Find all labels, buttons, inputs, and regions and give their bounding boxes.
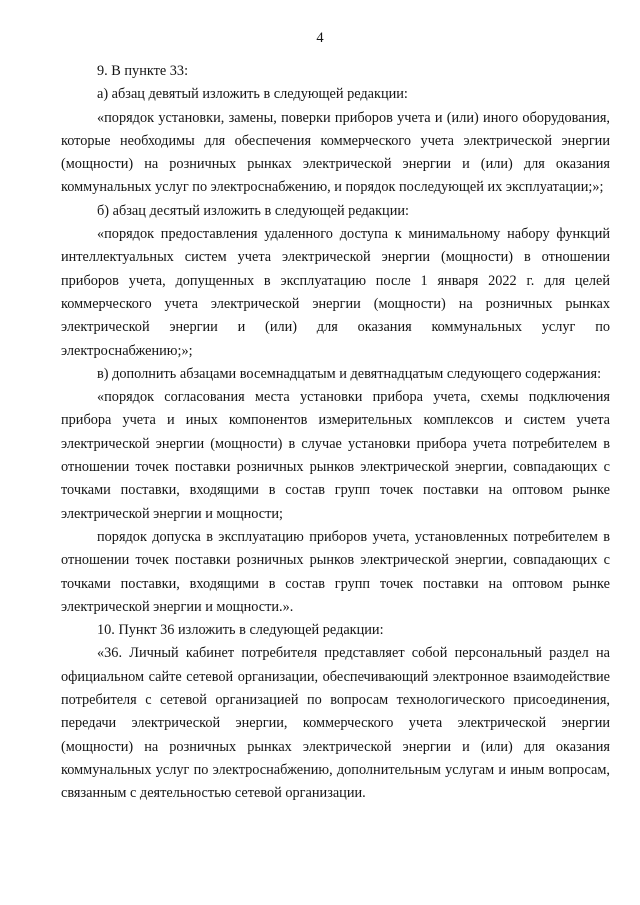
paragraph-subitem-b-intro: б) абзац десятый изложить в следующей редакции: xyxy=(97,202,409,219)
paragraph-item-10-heading: 10. Пункт 36 изложить в следующей редакции: xyxy=(97,622,384,639)
page-number: 4 xyxy=(316,30,324,46)
paragraph-subitem-b-text: «порядок предоставления удаленного доступа к минимальному набору функций интеллектуальных систем учета электрической энергии (мощности) в отношении приборов учета, допущенных в эксплуатацию после 1 января 2022 г. для целей коммерческого учета электрической энергии (мощности) на розничных рынках электрической энергии и (или) для оказания коммунальных услуг по электроснабжению;»; xyxy=(61,226,610,359)
paragraph-item-10-text: «36. Личный кабинет потребителя представляет собой персональный раздел на официальном сайте сетевой организации, обеспечивающий электронное взаимодействие потребителя с сетевой организацией по вопросам технологического присоединения, передачи электрической энергии, коммерческого учета электрической энергии (мощности) на розничных рынках электрической энергии и (или) для оказания коммунальных услуг по электроснабжению, дополнительным услугам и иным вопросам, связанным с деятельностью сетевой организации. xyxy=(61,645,610,802)
paragraph-subitem-a-intro: а) абзац девятый изложить в следующей редакции: xyxy=(97,86,408,103)
paragraph-subitem-v-text-1: «порядок согласования места установки прибора учета, схемы подключения прибора учета и иных компонентов измерительных комплексов и систем учета электрической энергии (мощности) в случае установки прибора учета потребителем в отношении точек поставки розничных рынков электрической энергии, совпадающих с точками поставки, входящими в состав групп точек поставки на оптовом рынке электрической энергии и мощности; xyxy=(61,389,610,522)
paragraph-subitem-v-intro: в) дополнить абзацами восемнадцатым и девятнадцатым следующего содержания: xyxy=(97,365,602,382)
paragraph-subitem-v-text-2: порядок допуска в эксплуатацию приборов учета, установленных потребителем в отношении точек поставки розничных рынков электрической энергии, совпадающих с точками поставки, входящими в состав групп точек поставки на оптовом рынке электрической энергии и мощности.». xyxy=(61,528,610,615)
paragraph-item-9-heading: 9. В пункте 33: xyxy=(97,63,189,79)
paragraph-subitem-a-text: «порядок установки, замены, поверки приборов учета и (или) иного оборудования, которые необходимы для обеспечения коммерческого учета электрической энергии (мощности) на розничных рынках электрической энергии и (или) для оказания коммунальных услуг по электроснабжению, и порядок последующей их эксплуатации;»; xyxy=(61,109,610,196)
document-body xyxy=(61,60,610,806)
